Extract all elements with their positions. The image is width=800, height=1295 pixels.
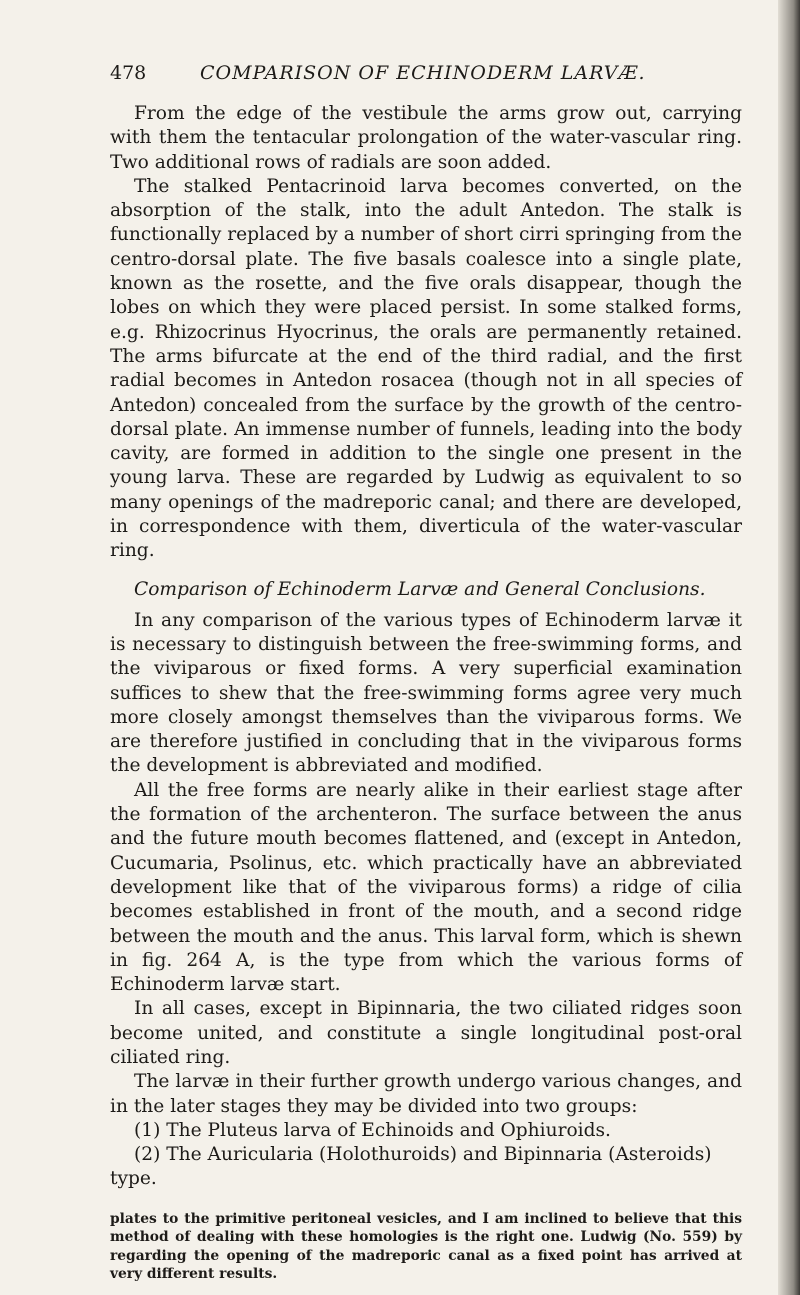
running-title: COMPARISON OF ECHINODERM LARVÆ. bbox=[200, 62, 646, 84]
paragraph: From the edge of the vestibule the arms grow out, carrying with them the tentacular prolongation of the water-vascular ring. Two additional rows of radials are soon added. bbox=[110, 103, 742, 173]
footnote: plates to the primitive peritoneal vesicles, and I am inclined to believe that this method of dealing with these homologies is the right one. Ludwig (No. 559) by regarding the opening of the madreporic canal as a fixed point has arrived at very different results. bbox=[110, 1210, 742, 1282]
paragraph: The stalked Pentacrinoid larva becomes converted, on the absorption of the stalk, into the adult Antedon. The stalk is functionally replaced by a number of short cirri springing from the centro-dorsal plate. The five basals coalesce into a single plate, known as the rosette, and the five orals disappear, though the lobes on which they were placed persist. In some stalked forms, e.g. Rhizocrinus Hyocrinus, the orals are permanently retained. The arms bifurcate at the end of the third radial, and the first radial becomes in Antedon rosacea (though not in all species of Antedon) concealed from the surface by the growth of the centro-dorsal plate. An immense number of funnels, leading into the body cavity, are formed in addition to the single one present in the young larva. These are regarded by Ludwig as equivalent to so many openings of the madreporic canal; and there are developed, in correspondence with them, diverticula of the water-vascular ring. bbox=[110, 175, 742, 562]
book-page bbox=[110, 62, 742, 1283]
paragraph: The larvæ in their further growth undergo various changes, and in the later stages they may be divided into two groups: bbox=[110, 1071, 742, 1117]
page-binding-edge bbox=[778, 0, 800, 1295]
paragraph: All the free forms are nearly alike in their earliest stage after the formation of the archenteron. The surface between the anus and the future mouth becomes flattened, and (except in Antedon, Cucumaria, Psolinus, etc. which practically have an abbreviated development like that of the viviparous forms) a ridge of cilia becomes established in front of the mouth, and a second ridge between the mouth and the anus. This larval form, which is shewn in fig. 264 A, is the type from which the various forms of Echinoderm larvæ start. bbox=[110, 779, 742, 996]
running-head bbox=[110, 62, 742, 102]
section-heading: Comparison of Echinoderm Larvæ and General Conclusions. bbox=[134, 578, 706, 600]
body-text bbox=[110, 102, 742, 1192]
paragraph: In any comparison of the various types of Echinoderm larvæ it is necessary to distinguish between the free-swimming forms, and the viviparous or fixed forms. A very superficial examination suffices to shew that the free-swimming forms agree very much more closely amongst themselves than the viviparous forms. We are therefore justified in concluding that in the viviparous forms the development is abbreviated and modified. bbox=[110, 609, 742, 777]
list-item: (2) The Auricularia (Holothuroids) and Bipinnaria (Asteroids) type. bbox=[110, 1144, 712, 1190]
page-number: 478 bbox=[110, 62, 147, 84]
list-item: (1) The Pluteus larva of Echinoids and Ophiuroids. bbox=[134, 1119, 611, 1141]
paragraph: In all cases, except in Bipinnaria, the two ciliated ridges soon become united, and constitute a single longitudinal post-oral ciliated ring. bbox=[110, 998, 742, 1068]
